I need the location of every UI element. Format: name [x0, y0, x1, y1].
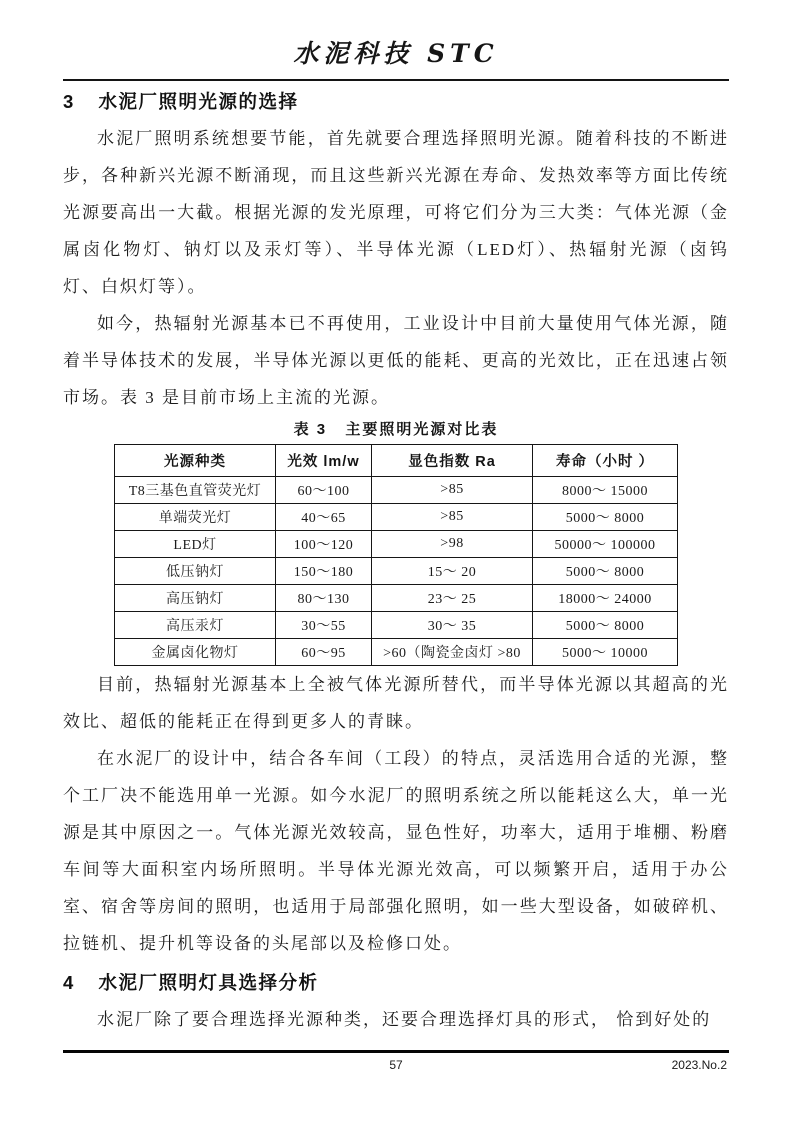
- table-cell: 5000～ 10000: [533, 639, 678, 666]
- table-cell: 60～100: [276, 477, 372, 504]
- table-cell: LED灯: [115, 531, 276, 558]
- section-4-heading: [63, 970, 729, 996]
- journal-title: 水泥科技 STC: [293, 39, 499, 68]
- table-cell: 18000～ 24000: [533, 585, 678, 612]
- section-3-number: 3: [63, 91, 75, 112]
- table-row: [115, 531, 678, 558]
- body-paragraph: 水泥厂照明系统想要节能，首先就要合理选择照明光源。随着科技的不断进步，各种新兴光源不断涌现，而且这些新兴光源在寿命、发热效率等方面比传统光源要高出一大截。根据光源的发光原理，可将它们分为三大类：气体光源（金属卤化物灯、钠灯以及汞灯等）、半导体光源（LED灯）、热辐射光源（卤钨灯、白炽灯等）。: [63, 129, 729, 296]
- column-header: 光源种类: [115, 445, 276, 477]
- table-cell: 30～55: [276, 612, 372, 639]
- table-cell: 低压钠灯: [115, 558, 276, 585]
- section-4-title: 水泥厂照明灯具选择分析: [98, 972, 319, 993]
- table-cell: 5000～ 8000: [533, 612, 678, 639]
- table-row: [115, 477, 678, 504]
- table-cell: >60（陶瓷金卤灯 >80: [372, 639, 533, 666]
- table-cell: 50000～ 100000: [533, 531, 678, 558]
- table-cell: >85: [372, 504, 533, 531]
- table-cell: 金属卤化物灯: [115, 639, 276, 666]
- page-footer: [63, 1050, 729, 1083]
- table-cell: 40～65: [276, 504, 372, 531]
- table-cell: 5000～ 8000: [533, 558, 678, 585]
- table-cell: 高压钠灯: [115, 585, 276, 612]
- table-caption-number: 表 3: [293, 421, 328, 438]
- issue-number: 2023.No.2: [671, 1058, 727, 1072]
- table-cell: 单端荧光灯: [115, 504, 276, 531]
- journal-header: [63, 38, 729, 70]
- table-cell: >98: [372, 531, 533, 558]
- table-cell: 30～ 35: [372, 612, 533, 639]
- body-paragraph: 在水泥厂的设计中，结合各车间（工段）的特点，灵活选用合适的光源，整个工厂决不能选用单一光源。如今水泥厂的照明系统之所以能耗这么大，单一光源是其中原因之一。气体光源光效较高，显色性好，功率大，适用于堆棚、粉磨车间等大面积室内场所照明。半导体光源光效高，可以频繁开启，适用于办公室、宿舍等房间的照明，也适用于局部强化照明，如一些大型设备，如破碎机、拉链机、提升机等设备的头尾部以及检修口处。: [63, 749, 729, 953]
- table-cell: >85: [372, 477, 533, 504]
- table-cell: 100～120: [276, 531, 372, 558]
- section-4-number: 4: [63, 972, 75, 993]
- table-cell: 150～180: [276, 558, 372, 585]
- header-rule: [63, 79, 729, 81]
- table-cell: 23～ 25: [372, 585, 533, 612]
- column-header: 光效 lm/w: [276, 445, 372, 477]
- light-source-comparison-table: [114, 444, 678, 666]
- table-cell: 8000～ 15000: [533, 477, 678, 504]
- table-row: [115, 612, 678, 639]
- table-caption-title: 主要照明光源对比表: [345, 421, 499, 438]
- page-number: 57: [389, 1058, 403, 1072]
- column-header: 寿命（小时 ）: [533, 445, 678, 477]
- table-row: [115, 504, 678, 531]
- table-cell: 80～130: [276, 585, 372, 612]
- column-header: 显色指数 Ra: [372, 445, 533, 477]
- table-caption: [63, 419, 729, 440]
- table-row: [115, 639, 678, 666]
- table-cell: 高压汞灯: [115, 612, 276, 639]
- table-cell: T8三基色直管荧光灯: [115, 477, 276, 504]
- body-paragraph: 如今，热辐射光源基本已不再使用，工业设计中目前大量使用气体光源，随着半导体技术的发展，半导体光源以更低的能耗、更高的光效比，正在迅速占领市场。表 3 是目前市场上主流的光源。: [63, 314, 729, 407]
- section-3-title: 水泥厂照明光源的选择: [98, 91, 299, 112]
- body-paragraph: 水泥厂除了要合理选择光源种类，还要合理选择灯具的形式， 恰到好处的: [97, 1010, 712, 1029]
- table-cell: 60～95: [276, 639, 372, 666]
- table-row: [115, 585, 678, 612]
- table-row: [115, 558, 678, 585]
- table-cell: 15～ 20: [372, 558, 533, 585]
- table-cell: 5000～ 8000: [533, 504, 678, 531]
- table-header-row: [115, 445, 678, 477]
- section-3-heading: [63, 89, 729, 115]
- body-paragraph: 目前，热辐射光源基本上全被气体光源所替代，而半导体光源以其超高的光效比、超低的能耗正在得到更多人的青睐。: [63, 675, 729, 731]
